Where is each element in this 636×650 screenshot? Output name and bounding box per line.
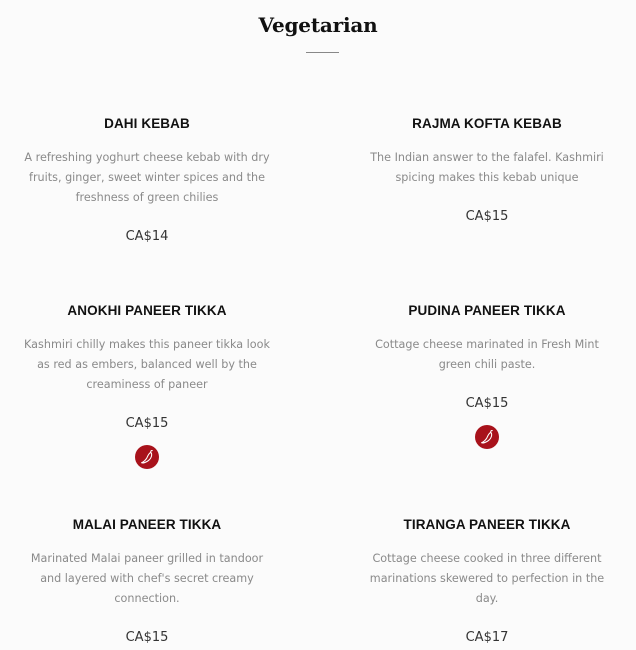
menu-item-price: CA$15 <box>465 209 509 224</box>
menu-item-name: TIRANGA PANEER TIKKA <box>403 517 571 532</box>
menu-item <box>0 302 297 469</box>
menu-item-name: PUDINA PANEER TIKKA <box>408 303 566 318</box>
chili-pepper-icon <box>475 425 499 449</box>
menu-item-description: Kashmiri chilly makes this paneer tikka look as red as embers, balanced well by the creaminess of paneer <box>24 338 270 391</box>
section-title: Vegetarian <box>258 13 378 37</box>
menu-item-price: CA$17 <box>465 630 509 645</box>
menu-item-description: Cottage cheese marinated in Fresh Mint green chili paste. <box>375 338 599 371</box>
chili-pepper-icon <box>135 445 159 469</box>
menu-item-price: CA$15 <box>125 416 169 431</box>
menu-item <box>0 115 297 246</box>
menu-item <box>0 516 297 647</box>
menu-item-description: A refreshing yoghurt cheese kebab with dry fruits, ginger, sweet winter spices and the freshness of green chilies <box>24 151 270 204</box>
title-divider <box>306 52 339 53</box>
menu-item-name: RAJMA KOFTA KEBAB <box>412 116 562 131</box>
menu-item-price: CA$14 <box>125 229 169 244</box>
menu-item-name: DAHI KEBAB <box>104 116 190 131</box>
menu-item-description: Cottage cheese cooked in three different marinations skewered to perfection in the day. <box>369 552 605 605</box>
menu-item-description: Marinated Malai paneer grilled in tandoor and layered with chef's secret creamy connection. <box>30 552 264 605</box>
menu-item-price: CA$15 <box>465 396 509 411</box>
menu-item-name: ANOKHI PANEER TIKKA <box>67 303 227 318</box>
menu-item-description: The Indian answer to the falafel. Kashmiri spicing makes this kebab unique <box>370 151 604 184</box>
menu-item-price: CA$15 <box>125 630 169 645</box>
menu-item <box>337 516 636 647</box>
menu-item-name: MALAI PANEER TIKKA <box>72 517 222 532</box>
menu-item <box>337 302 636 449</box>
menu-item <box>337 115 636 226</box>
